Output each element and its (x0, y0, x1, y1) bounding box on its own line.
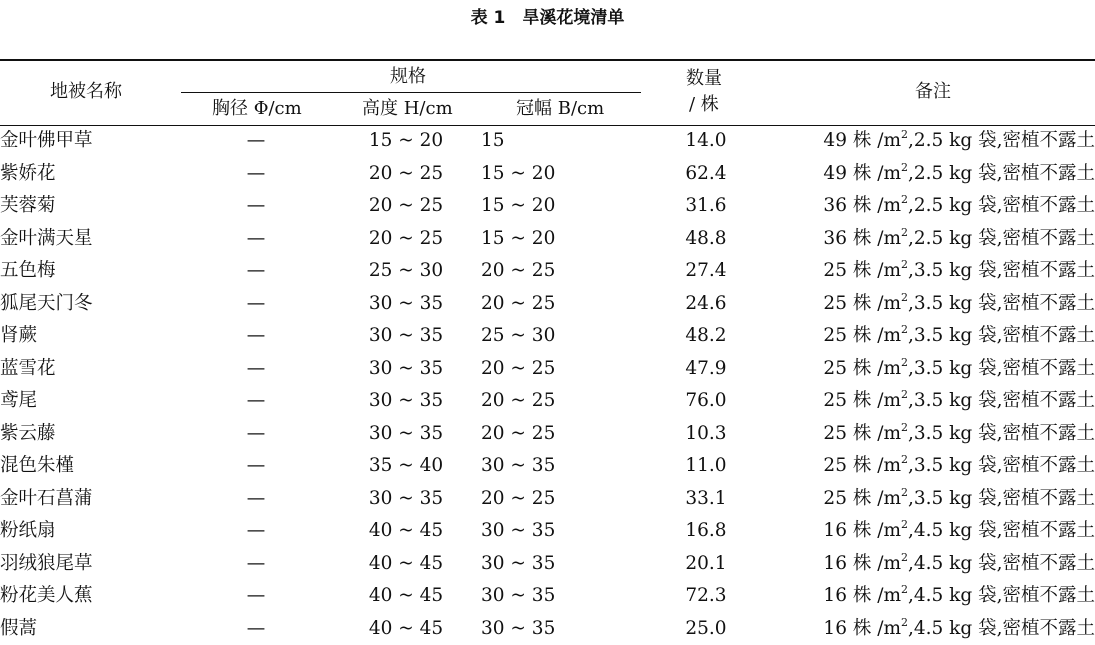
cell-plant-name: 紫云藤 (0, 418, 181, 451)
cell-plant-name: 肾蕨 (0, 320, 181, 353)
note-detail: ,3.5 kg 袋,密植不露土 (908, 358, 1095, 379)
note-unit-exponent: 2 (901, 453, 908, 466)
plant-list-table (0, 125, 1095, 645)
cell-quantity: 62.4 (641, 158, 771, 191)
note-detail: ,4.5 kg 袋,密植不露土 (908, 553, 1095, 574)
note-unit-exponent: 2 (901, 486, 908, 499)
note-unit-exponent: 2 (901, 193, 908, 206)
note-density: 25 株 /m (823, 358, 901, 379)
cell-note (771, 255, 1095, 288)
note-detail: ,3.5 kg 袋,密植不露土 (908, 423, 1095, 444)
cell-chest-diameter: — (181, 223, 331, 256)
table-row (0, 353, 1095, 386)
cell-crown-width: 30 ~ 35 (481, 548, 641, 581)
cell-plant-name: 粉花美人蕉 (0, 580, 181, 613)
cell-height: 40 ~ 45 (331, 548, 481, 581)
cell-chest-diameter: — (181, 548, 331, 581)
note-unit-exponent: 2 (901, 421, 908, 434)
table-row (0, 223, 1095, 256)
note-density: 36 株 /m (823, 195, 901, 216)
note-density: 16 株 /m (823, 553, 901, 574)
cell-note (771, 223, 1095, 256)
header-spec-group: 规格 (390, 65, 426, 89)
cell-crown-width: 20 ~ 25 (481, 353, 641, 386)
note-density: 16 株 /m (823, 520, 901, 541)
note-unit-exponent: 2 (901, 291, 908, 304)
table-row (0, 255, 1095, 288)
note-detail: ,3.5 kg 袋,密植不露土 (908, 260, 1095, 281)
cell-note (771, 158, 1095, 191)
cell-note (771, 548, 1095, 581)
cell-chest-diameter: — (181, 450, 331, 483)
cell-crown-width: 20 ~ 25 (481, 418, 641, 451)
header-quantity: 数量 (686, 67, 722, 91)
cell-chest-diameter: — (181, 515, 331, 548)
cell-chest-diameter: — (181, 580, 331, 613)
note-unit-exponent: 2 (901, 161, 908, 174)
spec-group-rule (181, 92, 641, 93)
cell-quantity: 31.6 (641, 190, 771, 223)
cell-height: 40 ~ 45 (331, 515, 481, 548)
cell-plant-name: 假蒿 (0, 613, 181, 645)
cell-note (771, 125, 1095, 158)
cell-chest-diameter: — (181, 125, 331, 158)
cell-quantity: 25.0 (641, 613, 771, 645)
table-row (0, 125, 1095, 158)
table-row (0, 158, 1095, 191)
cell-crown-width: 20 ~ 25 (481, 288, 641, 321)
note-detail: ,2.5 kg 袋,密植不露土 (908, 163, 1095, 184)
note-density: 25 株 /m (823, 455, 901, 476)
cell-note (771, 580, 1095, 613)
header-height: 高度 H/cm (362, 97, 453, 121)
cell-height: 30 ~ 35 (331, 483, 481, 516)
table-row (0, 288, 1095, 321)
note-unit-exponent: 2 (901, 518, 908, 531)
note-density: 25 株 /m (823, 325, 901, 346)
note-unit-exponent: 2 (901, 551, 908, 564)
note-unit-exponent: 2 (901, 323, 908, 336)
note-unit-exponent: 2 (901, 583, 908, 596)
note-density: 16 株 /m (823, 585, 901, 606)
cell-note (771, 320, 1095, 353)
cell-height: 30 ~ 35 (331, 418, 481, 451)
table-row (0, 483, 1095, 516)
cell-plant-name: 鸢尾 (0, 385, 181, 418)
cell-chest-diameter: — (181, 483, 331, 516)
cell-plant-name: 五色梅 (0, 255, 181, 288)
header-note: 备注 (915, 80, 951, 104)
cell-height: 20 ~ 25 (331, 223, 481, 256)
cell-plant-name: 金叶石菖蒲 (0, 483, 181, 516)
header-chest-diameter: 胸径 Φ/cm (212, 97, 302, 121)
cell-quantity: 47.9 (641, 353, 771, 386)
cell-plant-name: 金叶佛甲草 (0, 125, 181, 158)
cell-height: 20 ~ 25 (331, 158, 481, 191)
cell-height: 20 ~ 25 (331, 190, 481, 223)
table-body (0, 125, 1095, 645)
cell-plant-name: 紫娇花 (0, 158, 181, 191)
cell-height: 30 ~ 35 (331, 385, 481, 418)
cell-plant-name: 粉纸扇 (0, 515, 181, 548)
cell-height: 30 ~ 35 (331, 288, 481, 321)
note-density: 49 株 /m (823, 163, 901, 184)
note-density: 16 株 /m (823, 618, 901, 639)
cell-quantity: 48.8 (641, 223, 771, 256)
cell-plant-name: 金叶满天星 (0, 223, 181, 256)
note-density: 25 株 /m (823, 423, 901, 444)
cell-note (771, 418, 1095, 451)
cell-note (771, 483, 1095, 516)
table-caption: 表 1 旱溪花境清单 (0, 6, 1095, 30)
cell-height: 30 ~ 35 (331, 353, 481, 386)
note-density: 36 株 /m (823, 228, 901, 249)
note-unit-exponent: 2 (901, 616, 908, 629)
table-row (0, 190, 1095, 223)
cell-crown-width: 20 ~ 25 (481, 483, 641, 516)
note-unit-exponent: 2 (901, 226, 908, 239)
cell-quantity: 76.0 (641, 385, 771, 418)
note-detail: ,4.5 kg 袋,密植不露土 (908, 585, 1095, 606)
cell-note (771, 288, 1095, 321)
note-detail: ,3.5 kg 袋,密植不露土 (908, 455, 1095, 476)
cell-crown-width: 30 ~ 35 (481, 613, 641, 645)
cell-quantity: 14.0 (641, 125, 771, 158)
note-detail: ,2.5 kg 袋,密植不露土 (908, 195, 1095, 216)
table-row (0, 613, 1095, 645)
cell-crown-width: 25 ~ 30 (481, 320, 641, 353)
cell-height: 30 ~ 35 (331, 320, 481, 353)
cell-note (771, 515, 1095, 548)
cell-height: 40 ~ 45 (331, 580, 481, 613)
cell-quantity: 24.6 (641, 288, 771, 321)
note-detail: ,3.5 kg 袋,密植不露土 (908, 488, 1095, 509)
cell-chest-diameter: — (181, 158, 331, 191)
note-unit-exponent: 2 (901, 128, 908, 141)
cell-plant-name: 混色朱槿 (0, 450, 181, 483)
cell-plant-name: 芙蓉菊 (0, 190, 181, 223)
cell-height: 40 ~ 45 (331, 613, 481, 645)
note-detail: ,4.5 kg 袋,密植不露土 (908, 520, 1095, 541)
cell-chest-diameter: — (181, 418, 331, 451)
cell-quantity: 16.8 (641, 515, 771, 548)
table-row (0, 450, 1095, 483)
cell-crown-width: 15 ~ 20 (481, 190, 641, 223)
cell-note (771, 353, 1095, 386)
note-density: 25 株 /m (823, 390, 901, 411)
cell-quantity: 10.3 (641, 418, 771, 451)
cell-plant-name: 蓝雪花 (0, 353, 181, 386)
table-row (0, 548, 1095, 581)
cell-plant-name: 狐尾天门冬 (0, 288, 181, 321)
cell-quantity: 48.2 (641, 320, 771, 353)
note-density: 49 株 /m (823, 130, 901, 151)
cell-quantity: 27.4 (641, 255, 771, 288)
table-top-rule (0, 59, 1095, 61)
table-row (0, 418, 1095, 451)
note-density: 25 株 /m (823, 260, 901, 281)
header-quantity-unit: / 株 (689, 93, 719, 117)
note-unit-exponent: 2 (901, 258, 908, 271)
table-row (0, 320, 1095, 353)
cell-chest-diameter: — (181, 613, 331, 645)
table-row (0, 580, 1095, 613)
note-detail: ,4.5 kg 袋,密植不露土 (908, 618, 1095, 639)
note-detail: ,2.5 kg 袋,密植不露土 (908, 228, 1095, 249)
cell-note (771, 385, 1095, 418)
cell-note (771, 450, 1095, 483)
cell-plant-name: 羽绒狼尾草 (0, 548, 181, 581)
note-detail: ,2.5 kg 袋,密植不露土 (908, 130, 1095, 151)
cell-crown-width: 30 ~ 35 (481, 580, 641, 613)
cell-note (771, 613, 1095, 645)
note-density: 25 株 /m (823, 488, 901, 509)
cell-quantity: 11.0 (641, 450, 771, 483)
cell-crown-width: 15 ~ 20 (481, 223, 641, 256)
cell-chest-diameter: — (181, 190, 331, 223)
note-unit-exponent: 2 (901, 356, 908, 369)
cell-chest-diameter: — (181, 320, 331, 353)
cell-crown-width: 20 ~ 25 (481, 385, 641, 418)
cell-height: 25 ~ 30 (331, 255, 481, 288)
note-density: 25 株 /m (823, 293, 901, 314)
cell-crown-width: 30 ~ 35 (481, 515, 641, 548)
header-crown-width: 冠幅 B/cm (516, 97, 604, 121)
table-row (0, 515, 1095, 548)
cell-height: 35 ~ 40 (331, 450, 481, 483)
header-name: 地被名称 (50, 80, 122, 104)
cell-note (771, 190, 1095, 223)
note-detail: ,3.5 kg 袋,密植不露土 (908, 325, 1095, 346)
cell-quantity: 72.3 (641, 580, 771, 613)
note-unit-exponent: 2 (901, 388, 908, 401)
cell-height: 15 ~ 20 (331, 125, 481, 158)
cell-crown-width: 15 ~ 20 (481, 158, 641, 191)
note-detail: ,3.5 kg 袋,密植不露土 (908, 390, 1095, 411)
cell-quantity: 33.1 (641, 483, 771, 516)
note-detail: ,3.5 kg 袋,密植不露土 (908, 293, 1095, 314)
table-row (0, 385, 1095, 418)
cell-chest-diameter: — (181, 385, 331, 418)
cell-chest-diameter: — (181, 353, 331, 386)
cell-chest-diameter: — (181, 255, 331, 288)
cell-quantity: 20.1 (641, 548, 771, 581)
cell-chest-diameter: — (181, 288, 331, 321)
cell-crown-width: 15 (481, 125, 641, 158)
cell-crown-width: 20 ~ 25 (481, 255, 641, 288)
cell-crown-width: 30 ~ 35 (481, 450, 641, 483)
